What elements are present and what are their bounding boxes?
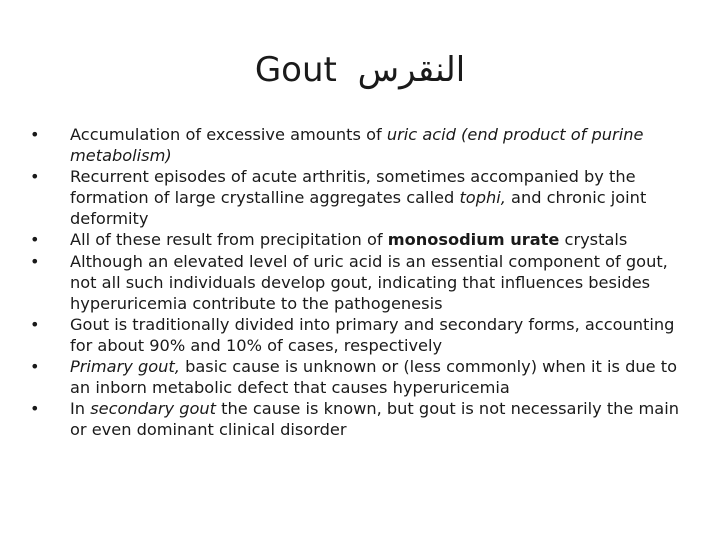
text-run: the cause is known, but gout is not necessarily the main or even dominant clinical disorder — [70, 399, 679, 440]
text-run: crystals — [559, 230, 628, 250]
italic-text: secondary gout — [90, 399, 217, 419]
slide-title — [0, 40, 720, 100]
italic-text: Primary gout, — [70, 357, 180, 377]
title-arabic: النقرس — [357, 50, 466, 90]
bullet-item — [30, 251, 682, 314]
bullet-text — [70, 357, 677, 397]
bullet-text — [70, 315, 674, 355]
bullet-marker: • — [30, 230, 40, 250]
text-run: Recurrent episodes of acute arthritis, sometimes accompanied by the formation of large crystalline aggregates called — [70, 167, 636, 208]
text-run: All of these result from precipitation of — [70, 230, 388, 250]
text-run: In — [70, 399, 91, 419]
bullet-marker: • — [30, 399, 40, 419]
bullet-text — [70, 252, 668, 313]
bullet-item — [30, 356, 682, 398]
bullet-list — [30, 124, 682, 440]
italic-text: uric acid (end product of purine metabolism) — [70, 125, 644, 166]
bold-text: monosodium urate — [387, 230, 560, 250]
text-run: basic cause is unknown or (less commonly) when it is due to an inborn metabolic defect that causes hyperuricemia — [70, 357, 677, 398]
bullet-text — [70, 125, 643, 165]
bullet-item — [30, 229, 682, 250]
text-run: Accumulation of excessive amounts of — [70, 125, 387, 144]
bullet-marker: • — [30, 167, 40, 187]
bullet-marker: • — [30, 251, 40, 271]
bullet-item — [30, 166, 682, 229]
text-run: Gout is traditionally divided into primary and secondary forms, accounting for about 90% and 10% of cases, respectively — [70, 314, 675, 355]
bullet-text — [70, 167, 646, 228]
bullet-text — [70, 399, 679, 439]
bullet-marker: • — [30, 314, 40, 334]
bullet-text — [70, 230, 627, 249]
text-run: and chronic joint deformity — [70, 188, 647, 229]
title-english: Gout — [254, 50, 337, 90]
bullet-item — [30, 124, 682, 166]
bullet-item — [30, 398, 682, 440]
italic-text: tophi, — [459, 188, 506, 208]
bullet-marker: • — [30, 125, 40, 144]
text-run: Although an elevated level of uric acid is an essential component of gout, not all such individuals develop gout, indicating that influences besides hyperuricemia contribute to the pathogenesis — [70, 251, 668, 313]
bullet-item — [30, 314, 682, 356]
bullet-marker: • — [30, 357, 40, 377]
